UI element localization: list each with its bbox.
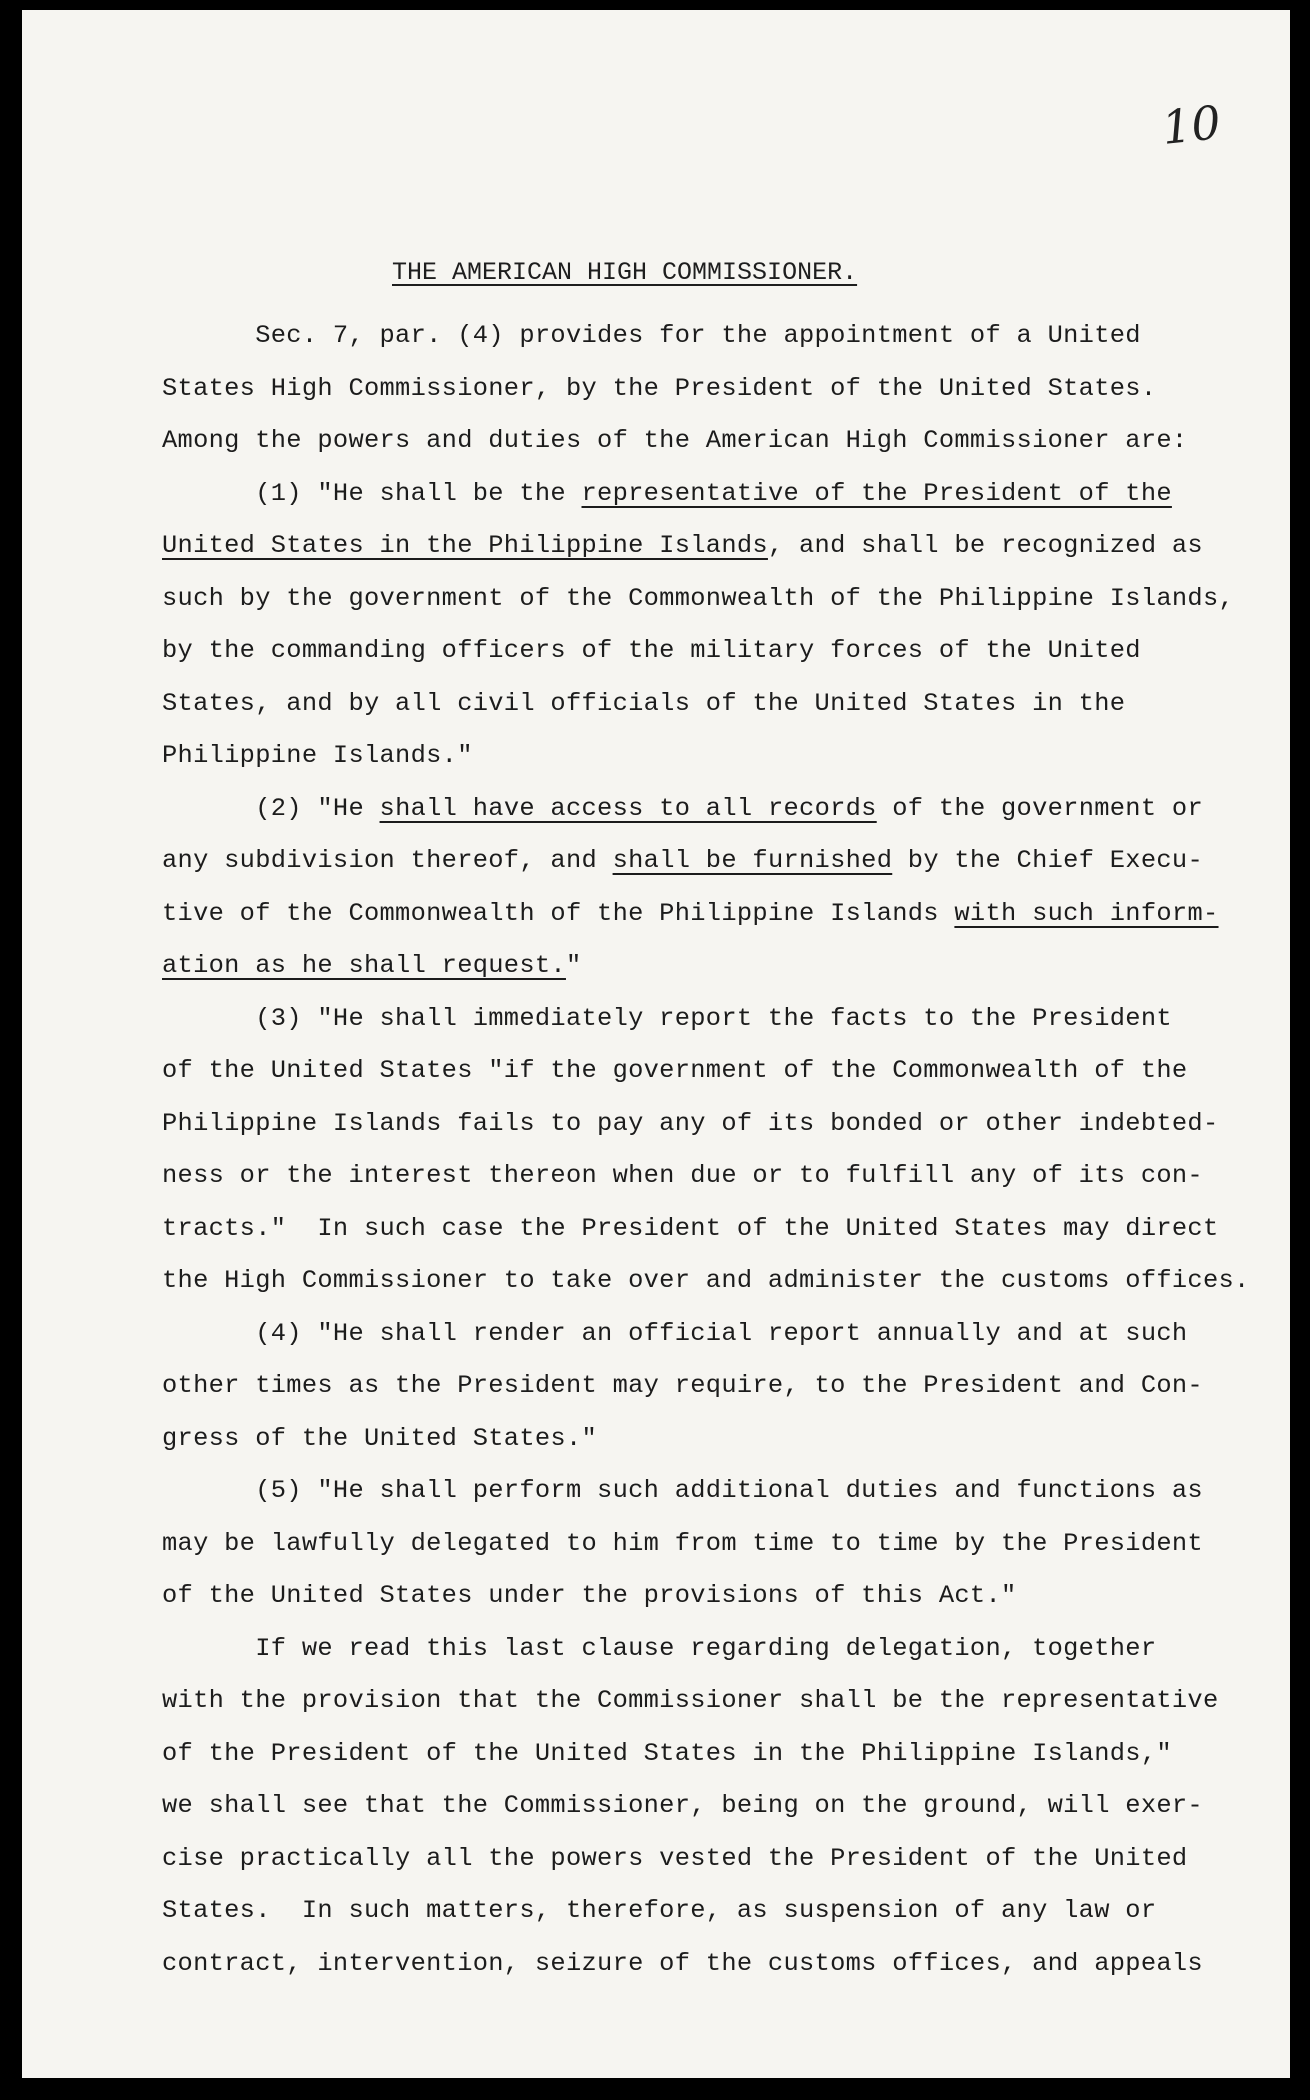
text-line: [162, 1780, 1272, 1833]
text-segment: If we read this last clause regarding delegation, together: [162, 1633, 1157, 1663]
underlined-text: shall be furnished: [612, 846, 893, 875]
text-segment: the High Commissioner to take over and administer the customs offices.: [162, 1266, 1250, 1295]
text-line: [162, 1833, 1272, 1886]
text-segment: other times as the President may require, to the President and Con-: [162, 1371, 1203, 1400]
underlined-text: United States in the Philippine Islands: [162, 531, 768, 560]
text-segment: (1) "He shall be the: [162, 478, 582, 508]
text-segment: contract, intervention, seizure of the customs offices, and appeals: [162, 1948, 1203, 1978]
text-line: [162, 415, 1272, 468]
text-line: [162, 1465, 1272, 1518]
text-line: [162, 1150, 1272, 1203]
text-line: [162, 310, 1272, 363]
page-number: 10: [1159, 95, 1224, 155]
text-line: [162, 520, 1272, 573]
text-line: [162, 1623, 1272, 1676]
text-line: [162, 1255, 1272, 1308]
text-segment: States. In such matters, therefore, as suspension of any law or: [162, 1896, 1157, 1925]
text-segment: ": [565, 951, 582, 980]
text-segment: tive of the Commonwealth of the Philippine Islands: [162, 898, 955, 928]
text-segment: of the government or: [876, 793, 1203, 823]
text-segment: of the President of the United States in the Philippine Islands,": [162, 1738, 1172, 1768]
text-line: [162, 1728, 1272, 1781]
text-segment: Philippine Islands.": [162, 741, 473, 770]
text-segment: ness or the interest thereon when due or to fulfill any of its con-: [162, 1161, 1203, 1190]
underlined-text: shall have access to all records: [379, 793, 877, 823]
text-segment: with the provision that the Commissioner shall be the representative: [162, 1686, 1219, 1715]
text-line: [162, 678, 1272, 731]
text-line: [162, 1098, 1272, 1151]
text-line: [162, 1360, 1272, 1413]
text-line: [162, 1675, 1272, 1728]
text-segment: Among the powers and duties of the American High Commissioner are:: [162, 426, 1188, 455]
text-segment: may be lawfully delegated to him from time to time by the President: [162, 1528, 1203, 1558]
underlined-text: representative of the President of the: [581, 478, 1172, 508]
text-line: [162, 363, 1272, 416]
text-line: [162, 573, 1272, 626]
text-line: [162, 468, 1272, 521]
text-segment: , and shall be recognized as: [767, 531, 1203, 560]
text-line: [162, 888, 1272, 941]
underlined-text: ation as he shall request.: [162, 951, 566, 980]
text-line: [162, 1045, 1272, 1098]
text-segment: (3) "He shall immediately report the facts to the President: [162, 1003, 1172, 1033]
text-segment: of the United States "if the government of the Commonwealth of the: [162, 1056, 1188, 1085]
text-segment: of the United States under the provisions of this Act.": [162, 1581, 1017, 1610]
text-segment: by the commanding officers of the military forces of the United: [162, 636, 1141, 665]
text-line: [162, 730, 1272, 783]
text-line: [162, 783, 1272, 836]
text-segment: cise practically all the powers vested the President of the United: [162, 1843, 1188, 1873]
text-segment: States, and by all civil officials of the United States in the: [162, 688, 1126, 718]
text-segment: we shall see that the Commissioner, being on the ground, will exer-: [162, 1791, 1203, 1820]
text-line: [162, 1938, 1272, 1991]
text-line: [162, 835, 1272, 888]
text-segment: States High Commissioner, by the President of the United States.: [162, 373, 1157, 403]
text-line: [162, 940, 1272, 993]
document-page: [22, 10, 1290, 2078]
text-segment: by the Chief Execu-: [892, 846, 1203, 875]
text-line: [162, 625, 1272, 678]
text-segment: Philippine Islands fails to pay any of its bonded or other indebted-: [162, 1108, 1219, 1138]
text-line: [162, 1203, 1272, 1256]
text-segment: (4) "He shall render an official report annually and at such: [162, 1318, 1188, 1348]
text-segment: gress of the United States.": [162, 1423, 598, 1453]
text-segment: such by the government of the Commonwealth of the Philippine Islands,: [162, 583, 1235, 613]
text-segment: tracts." In such case the President of the United States may direct: [162, 1213, 1219, 1243]
text-line: [162, 1308, 1272, 1361]
text-segment: (5) "He shall perform such additional duties and functions as: [162, 1476, 1203, 1505]
document-body: [162, 310, 1272, 1990]
text-segment: (2) "He: [162, 793, 380, 823]
text-segment: any subdivision thereof, and: [162, 846, 613, 875]
text-line: [162, 993, 1272, 1046]
text-line: [162, 1570, 1272, 1623]
text-line: [162, 1885, 1272, 1938]
underlined-text: with such inform-: [954, 898, 1219, 928]
text-line: [162, 1518, 1272, 1571]
text-segment: Sec. 7, par. (4) provides for the appointment of a United: [162, 321, 1141, 350]
document-title: THE AMERICAN HIGH COMMISSIONER.: [392, 258, 858, 287]
text-line: [162, 1413, 1272, 1466]
